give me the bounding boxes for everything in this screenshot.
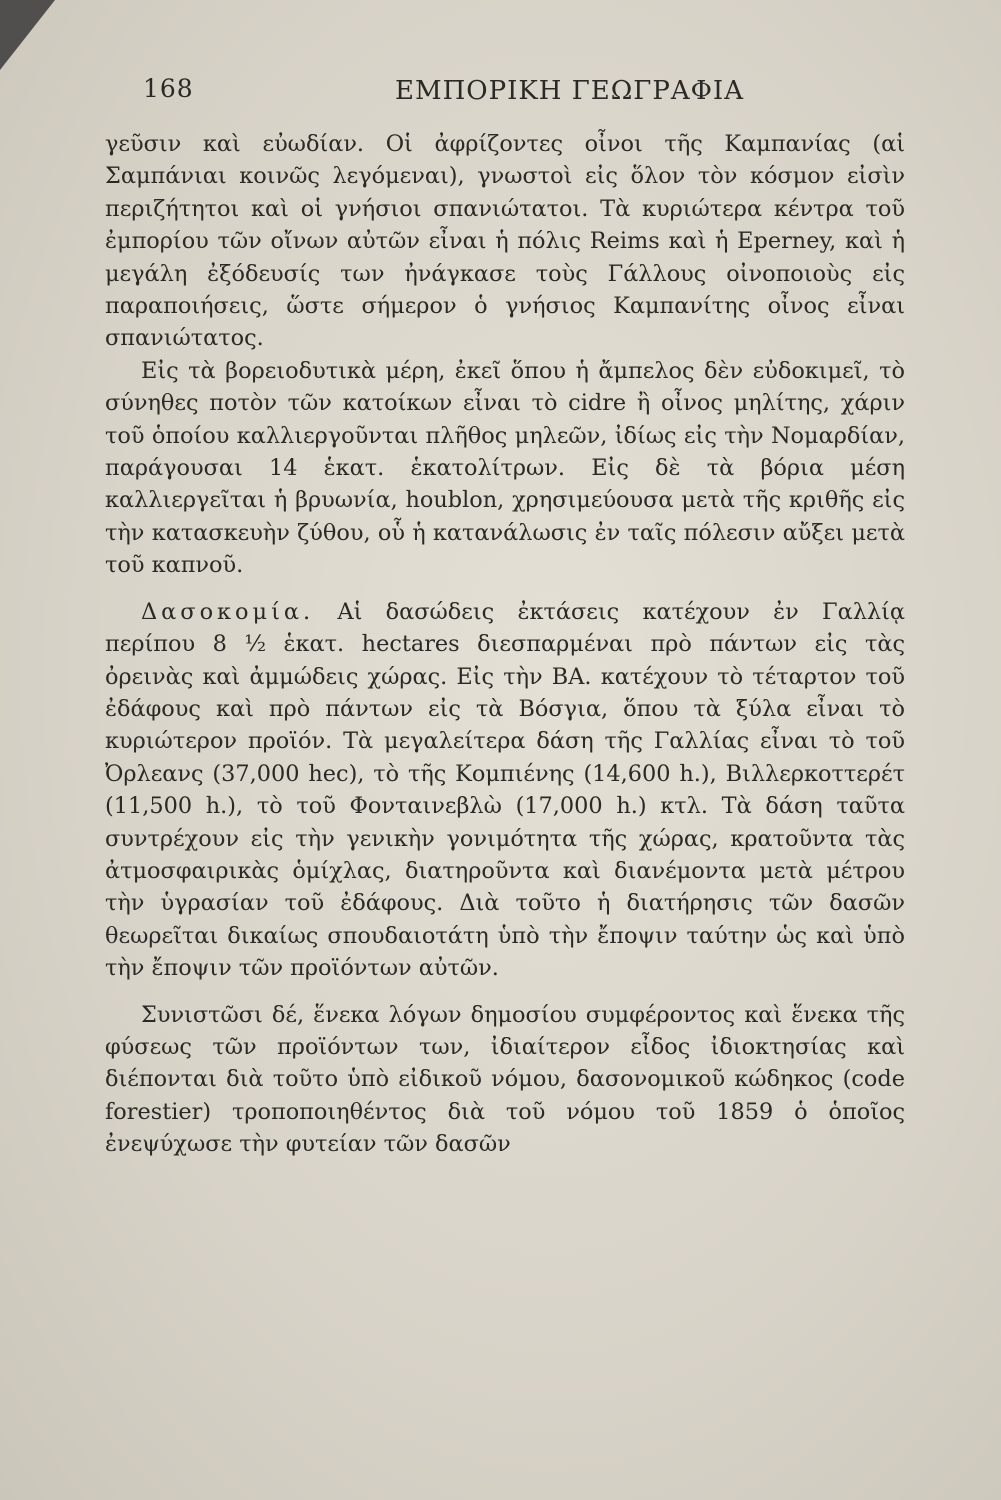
paragraph-champagne: γεῦσιν καὶ εὐωδίαν. Οἱ ἀφρίζοντες οἶνοι τῆς Καμπανίας (αἱ Σαμπάνιαι κοινῶς λεγόμεναι), γνωστοὶ εἰς ὅλον τὸν κόσμον εἰσὶν περιζήτητοι καὶ οἱ γνήσιοι σπανιώτατοι. Τὰ κυριώτερα κέντρα τοῦ ἐμπορίου τῶν οἴνων αὐτῶν εἶναι ἡ πόλις Reims καὶ ἡ Eperney, καὶ ἡ μεγάλη ἐξόδευσίς των ἠνάγκασε τοὺς Γάλλους οἰνοποιοὺς εἰς παραποιήσεις, ὥστε σήμερον ὁ γνήσιος Καμπανίτης οἶνος εἶναι σπανιώτατος. bbox=[105, 131, 905, 352]
page-number: 168 bbox=[143, 74, 194, 103]
section-heading-forestry: Δασοκομία. bbox=[141, 598, 315, 625]
paragraph-forestry-text: Αἱ δασώδεις ἐκτάσεις κατέχουν ἐν Γαλλίᾳ περίπου 8 ½ ἑκατ. hectares διεσπαρμέναι πρὸ πάντων εἰς τὰς ὀρεινὰς καὶ ἀμμώδεις χώρας. Εἰς τὴν ΒΑ. κατέχουν τὸ τέταρτον τοῦ ἐδάφους καὶ πρὸ πάντων εἰς τὰ Βόσγια, ὅπου τὰ ξύλα εἶναι τὸ κυριώτερον προϊόν. Τὰ μεγαλείτερα δάση τῆς Γαλλίας εἶναι τὸ τοῦ Ὀρλεανς (37,000 hec), τὸ τῆς Κομπιένης (14,600 h.), Βιλλερκοττερέτ (11,500 h.), τὸ τοῦ Φονταινεβλὼ (17,000 h.) κτλ. Τὰ δάση ταῦτα συντρέχουν εἰς τὴν γενικὴν γονιμότητα τῆς χώρας, κρατοῦντα τὰς ἀτμοσφαιρικὰς ὁμίχλας, διατηροῦντα καὶ διανέμοντα μετὰ μέτρου τὴν ὑγρασίαν τοῦ ἐδάφους. Διὰ τοῦτο ἡ διατήρησις τῶν δασῶν θεωρεῖται δικαίως σπουδαιοτάτη ὑπὸ τὴν ἔποψιν ταύτην ὡς καὶ ὑπὸ τὴν ἔποψιν τῶν προϊόντων αὐτῶν. bbox=[105, 598, 905, 982]
page-header bbox=[0, 70, 1001, 120]
page-corner-shadow bbox=[0, 0, 55, 70]
paragraph-forest-code: Συνιστῶσι δέ, ἕνεκα λόγων δημοσίου συμφέροντος καὶ ἕνεκα τῆς φύσεως τῶν προϊόντων των, ἰδιαίτερον εἶδος ἰδιοκτησίας καὶ διέπονται διὰ τοῦτο ὑπὸ εἰδικοῦ νόμου, δασονομικοῦ κώδηκος (code forestier) τροποποιηθέντος διὰ τοῦ νόμου τοῦ 1859 ὁ ὁποῖος ἐνεψύχωσε τὴν φυτείαν τῶν δασῶν bbox=[105, 1001, 905, 1158]
paragraph-forestry bbox=[105, 596, 905, 985]
page-body bbox=[105, 128, 905, 1161]
paragraph-cider: Εἰς τὰ βορειοδυτικὰ μέρη, ἐκεῖ ὅπου ἡ ἄμπελος δὲν εὐδοκιμεῖ, τὸ σύνηθες ποτὸν τῶν κατοίκων εἶναι τὸ cidre ἢ οἶνος μηλίτης, χάριν τοῦ ὁποίου καλλιεργοῦνται πλῆθος μηλεῶν, ἰδίως εἰς τὴν Νομαρδίαν, παράγουσαι 14 ἑκατ. ἑκατολίτρων. Εἰς δὲ τὰ βόρια μέση καλλιεργεῖται ἡ βρυωνία, houblon, χρησιμεύουσα μετὰ τῆς κριθῆς εἰς τὴν κατασκευὴν ζύθου, οὗ ἡ κατανάλωσις ἐν ταῖς πόλεσιν αὔξει μετὰ τοῦ καπνοῦ. bbox=[105, 357, 905, 579]
running-title: ΕΜΠΟΡΙΚΗ ΓΕΩΓΡΑΦΙΑ bbox=[395, 76, 744, 106]
